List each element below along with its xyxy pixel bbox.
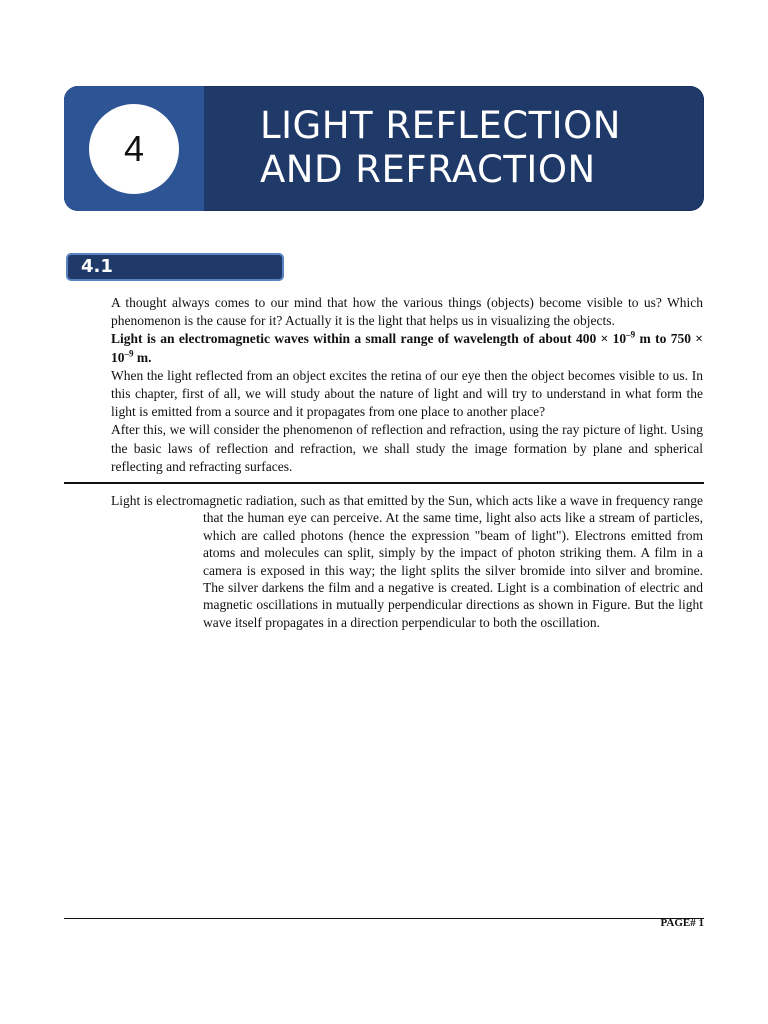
wavelength-exponent-1: –9 (626, 329, 636, 340)
chapter-title-line1: LIGHT REFLECTION (260, 104, 621, 147)
wavelength-text-a: Light is an electromagnetic waves within a small range of wavelength of about 400 × 10 (111, 331, 627, 347)
page-number: PAGE# 1 (660, 917, 704, 929)
section-heading: 4.1 INTRODUCTION (66, 253, 284, 281)
intro-paragraph-3: After this, we will consider the phenomenon of reflection and refraction, using the ray picture of light. Using the basic laws of reflection and refraction, we shall study the image formation by plane and spherical reflecting and refracting surfaces. (111, 422, 703, 474)
wavelength-exponent-2: –9 (124, 348, 134, 359)
chapter-title-line2: AND REFRACTION (260, 148, 596, 191)
introduction-text (111, 294, 703, 476)
chapter-title (260, 104, 690, 192)
section-divider (64, 482, 704, 484)
wavelength-text-c: m. (133, 349, 152, 365)
intro-paragraph-1: A thought always comes to our mind that how the various things (objects) become visible to us? Which phenomenon is the cause for it? Actually it is the light that helps us in visualizing the objects. (111, 295, 703, 329)
chapter-banner (64, 86, 704, 211)
wavelength-definition (111, 330, 703, 366)
chapter-number-panel (64, 86, 204, 211)
chapter-number: 4 (89, 104, 179, 194)
intro-paragraph-2: When the light reflected from an object excites the retina of our eye then the object becomes visible to us. In this chapter, first of all, we will study about the nature of light and will try to understand in what form the light is emitted from a source and it propagates from one place to another place? (111, 367, 703, 420)
wavelength-text-b: m to 750 × 10 (111, 331, 704, 365)
light-description-paragraph: Light is electromagnetic radiation, such as that emitted by the Sun, which acts like a wave in frequency range that the human eye can perceive. At the same time, light also acts like a stream of particles, which are called photons (hence the expression "beam of light"). Electrons emitted from atoms and molecules can split, simply by the impact of photon striking them. A film in a camera is exposed in this way; the light splits the silver bromide into silver and bromine. The silver darkens the film and a negative is created. Light is a combination of electric and magnetic oscillations in mutually perpendicular directions as shown in Figure. But the light wave itself propagates in a direction perpendicular to both the oscillation. (111, 493, 703, 630)
footer-rule (64, 918, 704, 919)
